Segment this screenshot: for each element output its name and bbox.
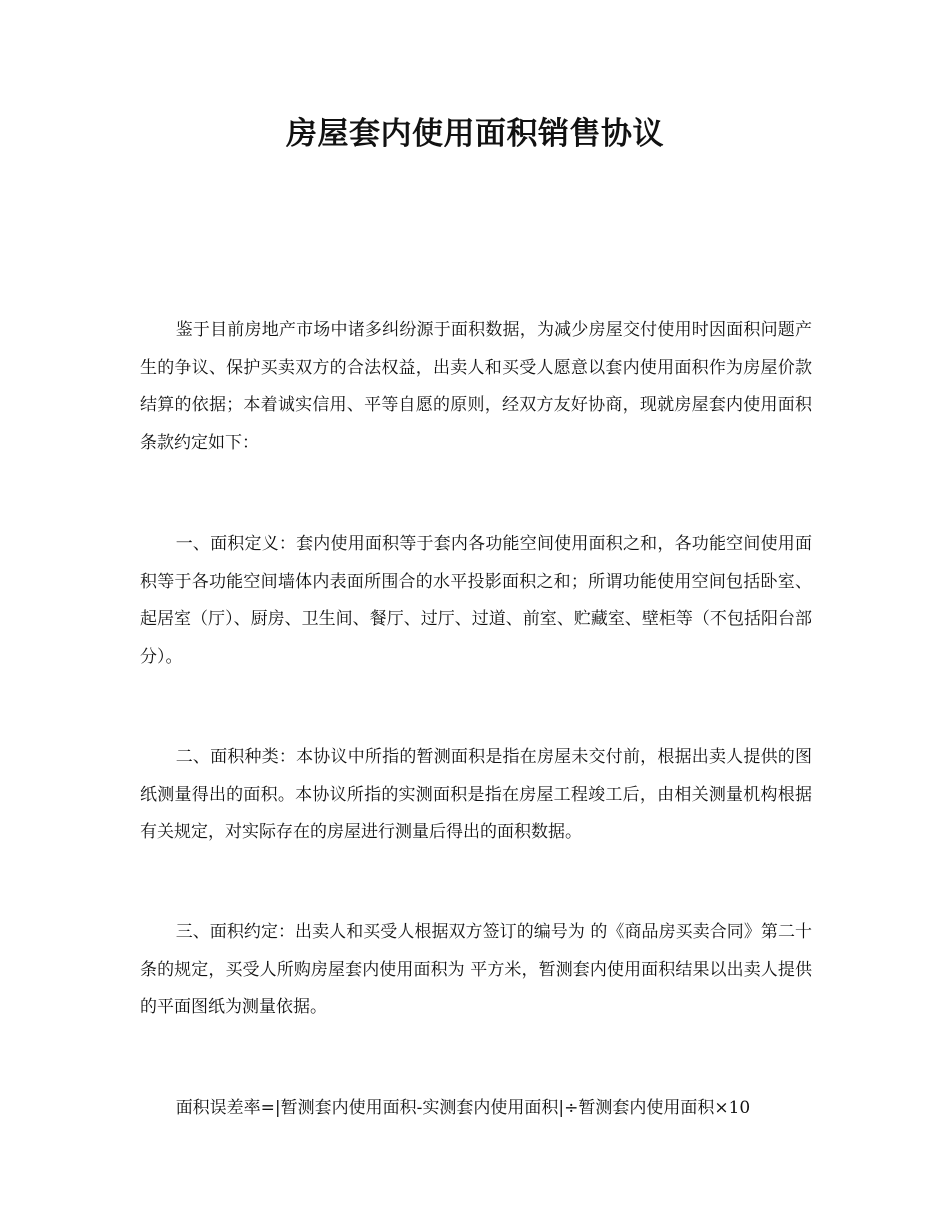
area-error-rate-formula: 面积误差率=|暂测套内使用面积-实测套内使用面积|÷暂测套内使用面积×10	[175, 1098, 751, 1118]
clause-area-agreement: 三、面积约定：出卖人和买受人根据双方签订的编号为 的《商品房买卖合同》第二十条的规定，买受人所购房屋套内使用面积为 平方米，暂测套内使用面积结果以出卖人提供的平面图纸为测量依据。	[140, 922, 812, 1017]
document-title: 房屋套内使用面积销售协议	[286, 116, 664, 152]
clause-area-definition: 一、面积定义：套内使用面积等于套内各功能空间使用面积之和，各功能空间使用面积等于各功能空间墙体内表面所围合的水平投影面积之和；所谓功能使用空间包括卧室、起居室（厅）、厨房、卫生间、餐厅、过厅、过道、前室、贮藏室、壁柜等（不包括阳台部分）。	[140, 534, 812, 667]
clause-area-types: 二、面积种类：本协议中所指的暂测面积是指在房屋未交付前，根据出卖人提供的图纸测量得出的面积。本协议所指的实测面积是指在房屋工程竣工后，由相关测量机构根据有关规定，对实际存在的房屋进行测量后得出的面积数据。	[140, 747, 812, 842]
preamble-paragraph: 鉴于目前房地产市场中诸多纠纷源于面积数据，为减少房屋交付使用时因面积问题产生的争议、保护买卖双方的合法权益，出卖人和买受人愿意以套内使用面积作为房屋价款结算的依据；本着诚实信用、平等自愿的原则，经双方友好协商，现就房屋套内使用面积条款约定如下：	[140, 320, 812, 453]
